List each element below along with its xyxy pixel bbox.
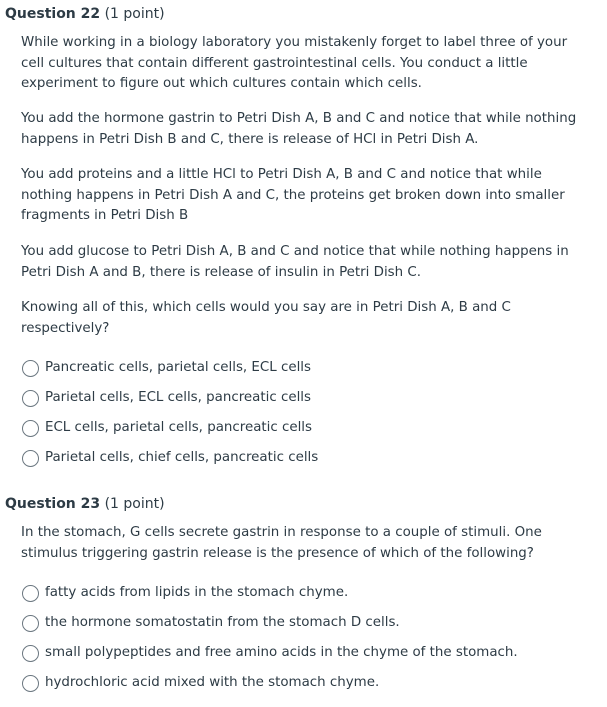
radio-button[interactable] xyxy=(22,360,39,377)
question-22-title: Question 22 xyxy=(5,6,101,22)
text-line: Petri Dish A and B, there is release of insulin in Petri Dish C. xyxy=(21,264,422,280)
question-22-option-1[interactable] xyxy=(22,357,311,379)
text-line: nothing happens in Petri Dish A and C, the proteins get broken down into smaller xyxy=(21,187,565,203)
question-22-option-2[interactable] xyxy=(22,387,311,409)
question-23-points: (1 point) xyxy=(104,496,165,512)
option-label: hydrochloric acid mixed with the stomach chyme. xyxy=(45,675,380,690)
text-line: You add the hormone gastrin to Petri Dish A, B and C and notice that while nothing xyxy=(21,111,577,126)
text-line: Knowing all of this, which cells would you say are in Petri Dish A, B and C xyxy=(21,300,511,315)
radio-button[interactable] xyxy=(22,645,39,662)
question-22-option-3[interactable] xyxy=(22,417,312,439)
option-label: small polypeptides and free amino acids in the chyme of the stomach. xyxy=(45,645,518,660)
option-label: Parietal cells, chief cells, pancreatic cells xyxy=(45,450,319,465)
question-23-option-4[interactable] xyxy=(22,672,379,694)
radio-button[interactable] xyxy=(22,450,39,467)
question-23-option-1[interactable] xyxy=(22,582,348,604)
option-label: the hormone somatostatin from the stomach D cells. xyxy=(45,615,400,630)
question-23-header xyxy=(5,494,165,514)
radio-button[interactable] xyxy=(22,675,39,692)
question-23-paragraph-1 xyxy=(21,523,561,564)
text-line: In the stomach, G cells secrete gastrin in response to a couple of stimuli. One xyxy=(21,525,542,540)
question-22-paragraph-1 xyxy=(21,33,568,95)
option-label: fatty acids from lipids in the stomach chyme. xyxy=(45,585,349,600)
question-22-paragraph-2 xyxy=(21,109,577,150)
radio-button[interactable] xyxy=(22,390,39,407)
radio-button[interactable] xyxy=(22,420,39,437)
text-line: experiment to figure out which cultures contain which cells. xyxy=(21,76,422,91)
text-line: You add proteins and a little HCl to Petri Dish A, B and C and notice that while xyxy=(21,167,542,182)
text-line: While working in a biology laboratory you mistakenly forget to label three of your xyxy=(21,35,568,50)
question-22-header xyxy=(5,4,165,24)
option-label: ECL cells, parietal cells, pancreatic cells xyxy=(45,420,313,435)
radio-button[interactable] xyxy=(22,615,39,632)
text-line: respectively? xyxy=(21,320,110,336)
question-22-paragraph-3 xyxy=(21,165,565,227)
text-line: stimulus triggering gastrin release is the presence of which of the following? xyxy=(21,545,534,561)
radio-button[interactable] xyxy=(22,585,39,602)
question-23-option-2[interactable] xyxy=(22,612,400,634)
question-22-paragraph-4 xyxy=(21,242,569,283)
question-23-title: Question 23 xyxy=(5,496,101,512)
text-line: happens in Petri Dish B and C, there is release of HCl in Petri Dish A. xyxy=(21,131,479,147)
option-label: Pancreatic cells, parietal cells, ECL cells xyxy=(45,360,311,375)
question-22-points: (1 point) xyxy=(104,6,165,22)
text-line: cell cultures that contain different gastrointestinal cells. You conduct a little xyxy=(21,55,528,71)
text-line: fragments in Petri Dish B xyxy=(21,208,189,223)
question-22-paragraph-5 xyxy=(21,298,561,339)
option-label: Parietal cells, ECL cells, pancreatic cells xyxy=(45,390,311,405)
text-line: You add glucose to Petri Dish A, B and C and notice that while nothing happens in xyxy=(21,244,569,259)
question-22-option-4[interactable] xyxy=(22,447,318,469)
question-23-option-3[interactable] xyxy=(22,642,518,664)
